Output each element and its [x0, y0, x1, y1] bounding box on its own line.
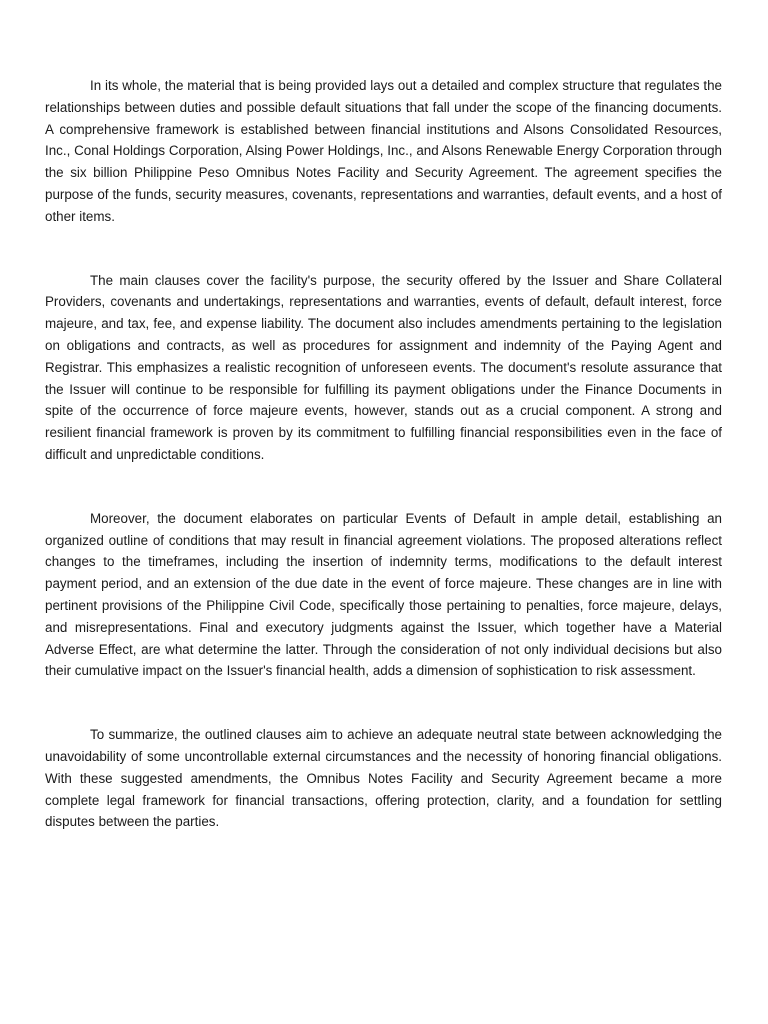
paragraph-overview: In its whole, the material that is being provided lays out a detailed and complex structure that regulates the relationships between duties and possible default situations that fall under the scope of the financing documents. A comprehensive framework is established between financial institutions and Alsons Consolidated Resources, Inc., Conal Holdings Corporation, Alsing Power Holdings, Inc., and Alsons Renewable Energy Corporation through the six billion Philippine Peso Omnibus Notes Facility and Security Agreement. The agreement specifies the purpose of the funds, security measures, covenants, representations and warranties, default events, and a host of other items.	[45, 78, 722, 224]
paragraph-summary: To summarize, the outlined clauses aim to achieve an adequate neutral state between acknowledging the unavoidability of some uncontrollable external circumstances and the necessity of honoring financial obligations. With these suggested amendments, the Omnibus Notes Facility and Security Agreement became a more complete legal framework for financial transactions, offering protection, clarity, and a foundation for settling disputes between the parties.	[45, 727, 722, 830]
paragraph-events-of-default: Moreover, the document elaborates on particular Events of Default in ample detail, establishing an organized outline of conditions that may result in financial agreement violations. The proposed alterations reflect changes to the timeframes, including the insertion of indemnity terms, modifications to the default interest payment period, and an extension of the due date in the event of force majeure. These changes are in line with pertinent provisions of the Philippine Civil Code, specifically those pertaining to penalties, force majeure, delays, and misrepresentations. Final and executory judgments against the Issuer, which together have a Material Adverse Effect, are what determine the latter. Through the consideration of not only individual decisions but also their cumulative impact on the Issuer's financial health, adds a dimension of sophistication to risk assessment.	[45, 510, 722, 679]
document-body	[45, 75, 722, 833]
paragraph-main-clauses: The main clauses cover the facility's purpose, the security offered by the Issuer and Share Collateral Providers, covenants and undertakings, representations and warranties, events of default, default interest, force majeure, and tax, fee, and expense liability. The document also includes amendments pertaining to the legislation on obligations and contracts, as well as procedures for assignment and indemnity of the Paying Agent and Registrar. This emphasizes a realistic recognition of unforeseen events. The document's resolute assurance that the Issuer will continue to be responsible for fulfilling its payment obligations under the Finance Documents in spite of the occurrence of force majeure events, however, stands out as a crucial component. A strong and resilient financial framework is proven by its commitment to fulfilling financial responsibilities even in the face of difficult and unpredictable conditions.	[45, 272, 722, 462]
